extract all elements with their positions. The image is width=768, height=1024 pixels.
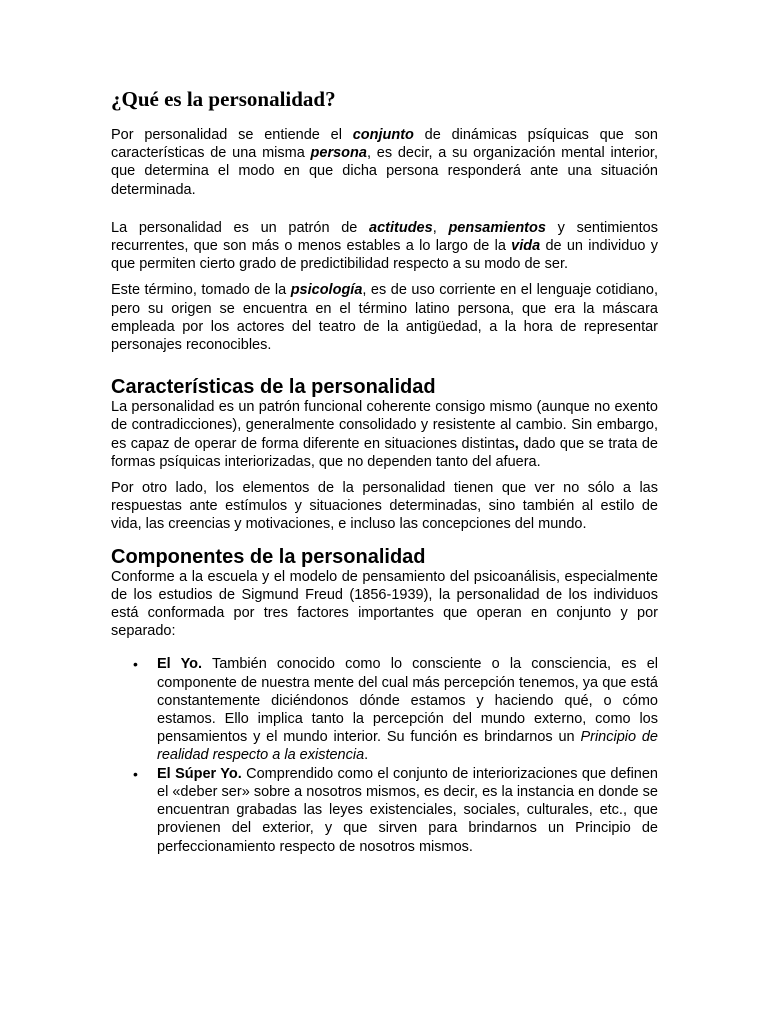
components-list (111, 655, 658, 855)
intro-paragraph-1 (111, 126, 658, 199)
text-run: dado que se trata de formas psíquicas interiorizadas, que no dependen tanto del afuera. (111, 435, 658, 470)
caracteristicas-paragraph-1 (111, 398, 658, 471)
bold-comma: , (514, 435, 519, 452)
text-run: de un individuo y que permiten cierto grado de predictibilidad respecto a su modo de ser. (111, 238, 658, 273)
list-item-term: El Súper Yo. (157, 765, 242, 782)
section-heading-caracteristicas: Características de la personalidad (111, 376, 436, 399)
text-run: de dinámicas psíquicas que son características de una misma (111, 127, 658, 162)
emphasis-psicologia: psicología (290, 282, 363, 299)
text-run: Por personalidad se entiende el (111, 127, 353, 143)
intro-paragraph-3 (111, 281, 658, 354)
list-item-el-super-yo (133, 765, 658, 856)
caracteristicas-paragraph-2: Por otro lado, los elementos de la personalidad tienen que ver no sólo a las respuestas ante estímulos y situaciones determinadas, sino también al estilo de vida, las creencias y motivaciones, e incluso las concepciones del mundo. (111, 480, 658, 533)
text-run: , es de uso corriente en el lenguaje cotidiano, pero su origen se encuentra en el término latino persona, que era la máscara empleada por los actores del teatro de la antigüedad, a la hora de representar personajes reconocibles. (111, 282, 658, 354)
bullet-icon: • (133, 765, 138, 782)
document-page (111, 86, 658, 856)
text-run: , es decir, a su organización mental interior, que determina el modo en que dicha persona responderá ante una situación determinada. (111, 145, 658, 198)
bullet-icon: • (133, 656, 138, 673)
section-heading-componentes: Componentes de la personalidad (111, 545, 426, 568)
emphasis-conjunto: conjunto (352, 127, 414, 143)
emphasis-vida: vida (511, 238, 541, 255)
text-run: La personalidad es un patrón de (111, 219, 370, 236)
text-run: , (432, 219, 449, 236)
list-item-text: También conocido como lo consciente o la consciencia, es el componente de nuestra mente del cual más percepción tenemos, ya que está constantemente diciéndonos dónde estamos y haciendo qué, o cómo estamos. Ello implica tanto la percepción del mundo externo, como los pensamientos y el mundo interior. Su función es brindarnos un (157, 656, 658, 746)
intro-paragraph-2 (111, 219, 658, 274)
emphasis-persona: persona (310, 145, 367, 162)
list-item-italic: Principio de realidad respecto a la existencia (157, 729, 659, 764)
list-item-term: El Yo. (157, 656, 203, 673)
emphasis-pensamientos: pensamientos (448, 219, 546, 236)
page-title: ¿Qué es la personalidad? (111, 87, 336, 111)
list-item-text: Comprendido como el conjunto de interiorizaciones que definen el «deber ser» sobre a nosotros mismos, es decir, es la instancia en donde se encuentran grabadas las leyes existenciales, sociales, culturales, etc., que provienen del exterior, y que sirven para brindarnos un Principio de perfeccionamiento respecto de nosotros mismos. (157, 765, 658, 855)
emphasis-actitudes: actitudes (369, 219, 433, 236)
list-item-el-yo (133, 655, 659, 764)
text-run: Este término, tomado de la (111, 282, 291, 299)
list-item-end: . (364, 747, 369, 764)
text-run: La personalidad es un patrón funcional coherente consigo mismo (aunque no exento de contradicciones), generalmente consolidado y resistente al cambio. Sin embargo, es capaz de operar de forma diferente en situaciones distintas (111, 399, 658, 452)
componentes-paragraph-1: Conforme a la escuela y el modelo de pensamiento del psicoanálisis, especialmente de los estudios de Sigmund Freud (1856-1939), la personalidad de los individuos está conformada por tres factores importantes que operan en conjunto y por separado: (111, 568, 658, 640)
text-run: y sentimientos recurrentes, que son más o menos estables a lo largo de la (111, 219, 658, 255)
